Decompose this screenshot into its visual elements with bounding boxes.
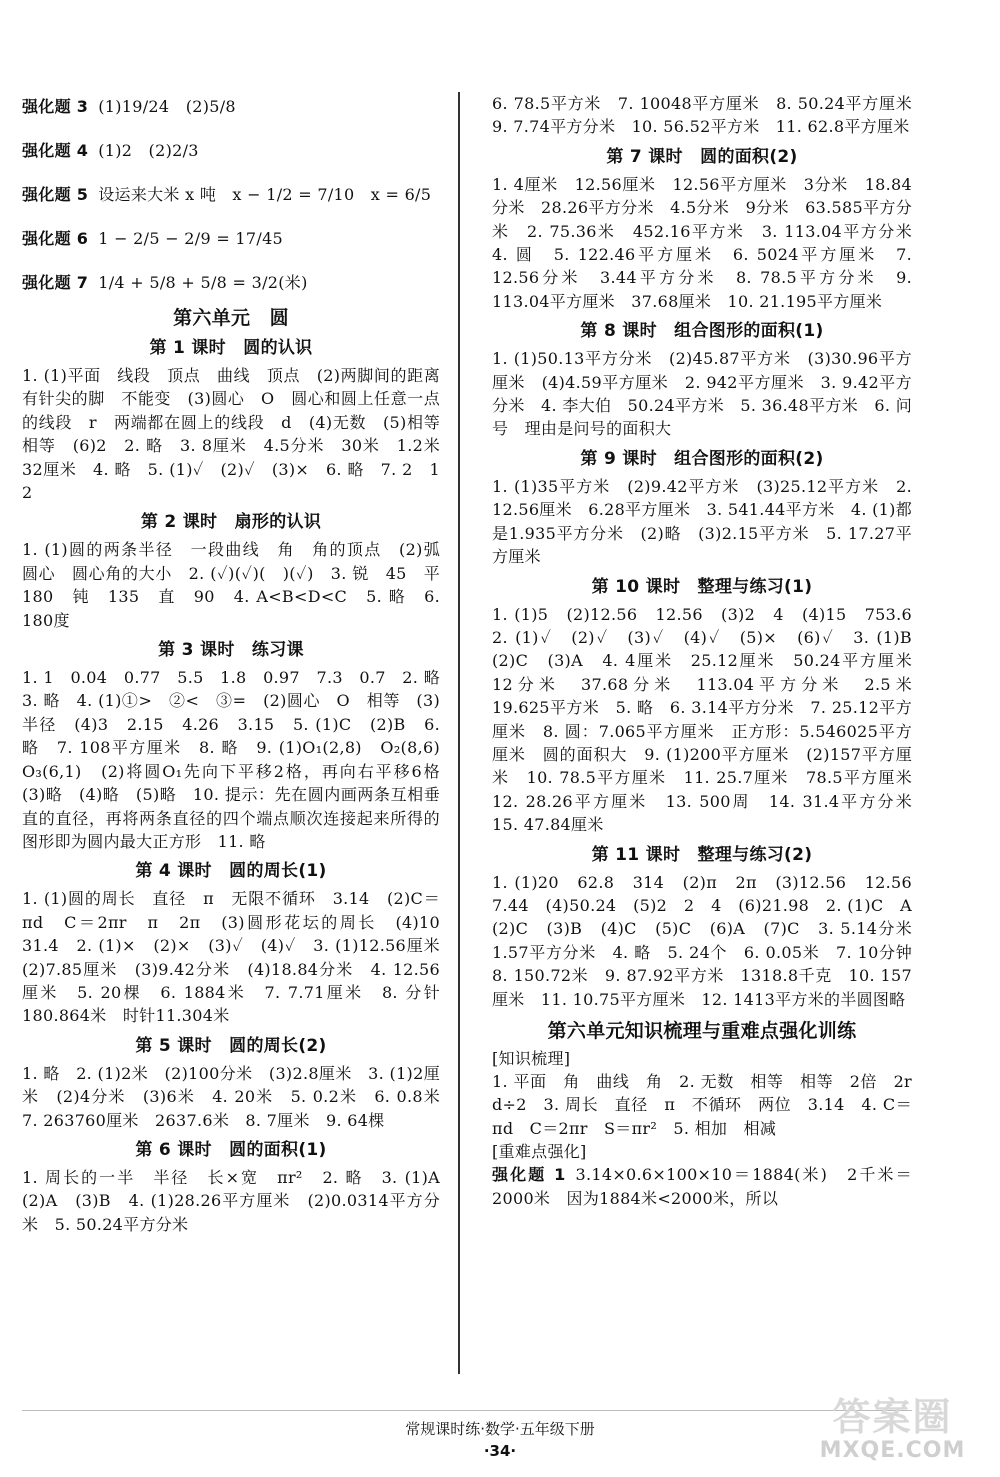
lesson-answers: 1. (1)圆的周长 直径 π 无限不循环 3.14 (2)C＝πd C＝2πr π 2π (3)圆形花坛的周长 (4)10 31.4 2. (1)× (2)× (3)✓ (4)✓ 3. (1)12.56厘米 (2)7.85厘米 (3)9.42分米 (4)18.84分米 4. 12.56厘米 5. 20棵 6. 1884米 7. 7.71厘米 8. 分针180.864米 时针11.304米 (22, 889, 457, 1026)
lesson-answers: 1. 略 2. (1)2米 (2)100分米 (3)2.8厘米 3. (1)2厘米 (2)4分米 (3)6米 4. 20米 5. 0.2米 6. 0.8米 7. 263760厘米 2637.6米 8. 7厘米 9. 64棵 (22, 1063, 457, 1130)
lesson-title: 第 4 课时 圆的周长(1) (135, 861, 327, 882)
lesson-answers: 1. (1)平面 线段 顶点 曲线 顶点 (2)两脚间的距离 有针尖的脚 不能变 (3)圆心 O 圆心和圆上任意一点的线段 r 两端都在圆上的线段 d (4)无数 (5)相等 相等 (6)2 2. 略 3. 8厘米 4.5分米 30米 1.2米 32厘米 4. 略 5. (1)✓ (2)✓ (3)× 6. 略 7. 2 1 2 (22, 366, 457, 503)
column-divider (458, 92, 460, 1374)
summary-title: 第六单元知识梳理与重难点强化训练 (547, 1020, 857, 1042)
question-label: 强化题 5 (22, 185, 89, 204)
knowledge-answers: 1. 平面 角 曲线 角 2. 无数 相等 相等 2倍 2r d÷2 3. 周长 直径 π 不循环 两位 3.14 4. C＝πd C＝2πr S＝πr² 5. 相加 相减 (492, 1072, 929, 1138)
question-label: 强化题 3 (22, 97, 89, 116)
lesson-answers: 1. 4厘米 12.56厘米 12.56平方厘米 3分米 18.84分米 28.26平方分米 4.5分米 9分米 63.585平方分米 2. 75.36米 452.16平方米 3. 113.04平方分米 4. 圆 5. 122.46平方厘米 6. 5024平方厘米 7. 12.56分米 3.44平方分米 8. 78.5平方分米 9. 113.04平方厘米 37.68厘米 10. 21.195平方厘米 (492, 174, 929, 311)
lesson-title: 第 11 课时 整理与练习(2) (591, 844, 813, 865)
key-points-answers (492, 1163, 912, 1210)
question-answer: (1)19/24 (2)5/8 (98, 97, 236, 116)
question-label: 强化题 4 (22, 141, 89, 160)
question-answer: 1/4 + 5/8 + 5/8 = 3/2(米) (98, 273, 308, 292)
lesson-answers: 1. (1)50.13平方分米 (2)45.87平方米 (3)30.96平方厘米 (4)4.59平方厘米 2. 942平方厘米 3. 9.42平方分米 4. 李大伯 50.24平方米 5. 36.48平方米 6. 问号 理由是问号的面积大 (492, 349, 912, 439)
key-points-tag: [重难点强化] (492, 1142, 587, 1162)
question-answer: 设运来大米 x 吨 x − 1/2 = 7/10 x = 6/5 (98, 185, 432, 204)
lesson-title: 第 9 课时 组合图形的面积(2) (580, 448, 824, 469)
lesson-answers: 1. (1)35平方米 (2)9.42平方米 (3)25.12平方米 2. 12.56厘米 6.28平方厘米 3. 541.44平方米 4. (1)都是1.935平方分米 (2)略 (3)2.15平方米 5. 17.27平方厘米 (492, 476, 912, 567)
lesson-title: 第 2 课时 扇形的认识 (140, 512, 322, 533)
question-label: 强化题 7 (22, 273, 89, 292)
lesson-title: 第 6 课时 圆的面积(1) (135, 1139, 327, 1160)
left-column (22, 92, 457, 1377)
lesson-answers: 1. 周长的一半 半径 长×宽 πr² 2. 略 3. (1)A (2)A (3)B 4. (1)28.26平方厘米 (2)0.0314平方分米 5. 50.24平方分米 (22, 1167, 457, 1234)
question-answer: 3.14×0.6×100×10＝1884(米) 2千米＝2000米 因为1884米<2000米，所以 (492, 1165, 912, 1208)
lesson-title: 第 7 课时 圆的面积(2) (606, 146, 798, 167)
right-column (492, 92, 929, 1377)
question-label: 强化题 1 (492, 1165, 566, 1185)
question-answer: (1)2 (2)2/3 (98, 141, 199, 160)
lesson-title: 第 8 课时 组合图形的面积(1) (580, 321, 824, 342)
lesson-title: 第 1 课时 圆的认识 (149, 338, 313, 358)
question-label: 强化题 6 (22, 229, 89, 248)
strengthen-4 (22, 136, 440, 166)
continued-answers: 6. 78.5平方米 7. 10048平方厘米 8. 50.24平方厘米 9. 7.74平方分米 10. 56.52平方米 11. 62.8平方厘米 (492, 94, 929, 137)
strengthen-3 (22, 92, 440, 122)
knowledge-tag: [知识梳理] (492, 1049, 571, 1068)
question-answer: 1 − 2/5 − 2/9 = 17/45 (98, 229, 284, 248)
lesson-title: 第 10 课时 整理与练习(1) (591, 576, 813, 597)
footer-book-title: 常规课时练·数学·五年级下册 (405, 1420, 595, 1438)
lesson-answers: 1. (1)圆的两条半径 一段曲线 角 角的顶点 (2)弧 圆心 圆心角的大小 2. (✓)(✓)( )(✓) 3. 锐 45 平 180 钝 135 直 90 4. A<B<D<C 5. 略 6. 180度 (22, 540, 457, 630)
footer-rule (22, 1410, 912, 1411)
strengthen-5 (22, 180, 440, 210)
strengthen-6 (22, 224, 440, 254)
lesson-answers: 1. 1 0.04 0.77 5.5 1.8 0.97 7.3 0.7 2. 略 3. 略 4. (1)①> ②< ③= (2)圆心 O 相等 (3)半径 (4)3 2.15 4.26 3.15 5. (1)C (2)B 6. 略 7. 108平方厘米 8. 略 9. (1)O₁(2,8) O₂(8,6) O₃(6,1) (2)将圆O₁先向下平移2格，再向右平移6格 (3)略 (4)略 (5)略 10. 提示：先在圆内画两条互相垂直的直径，再将两条直径的四个端点顺次连接起来所得的图形即为圆内最大正方形 11. 略 (22, 668, 457, 851)
lesson-title: 第 5 课时 圆的周长(2) (135, 1035, 327, 1056)
lesson-title: 第 3 课时 练习课 (158, 640, 304, 661)
watermark-url: MXQE.COM (819, 1438, 966, 1463)
watermark-text: 答案圈 (832, 1395, 953, 1439)
lesson-answers: 1. (1)20 62.8 314 (2)π 2π (3)12.56 12.56 7.44 (4)50.24 (5)2 2 4 (6)21.98 2. (1)C A (2)C (3)B (4)C (5)C (6)A (7)C 3. 5.14分米 1.57平方分米 4. 略 5. 24个 6. 0.05米 7. 10分钟 8. 150.72米 9. 87.92平方米 1318.8千克 10. 157厘米 11. 10.75平方厘米 12. 1413平方米的半圆图略 (492, 872, 929, 1009)
lesson-answers: 1. (1)5 (2)12.56 12.56 (3)2 4 (4)15 753.6 2. (1)✓ (2)✓ (3)✓ (4)✓ (5)× (6)✓ 3. (1)B (2)C (3)A 4. 4厘米 25.12厘米 50.24平方厘米 12分米 37.68分米 113.04平方分米 2.5米 19.625平方米 5. 略 6. 3.14平方分米 7. 25.12平方厘米 8. 圆：7.065平方厘米 正方形：5.546025平方厘米 圆的面积大 9. (1)200平方厘米 (2)157平方厘米 10. 78.5平方厘米 11. 25.7厘米 78.5平方厘米 12. 28.26平方厘米 13. 500周 14. 31.4平方分米 15. 47.84厘米 (492, 604, 929, 835)
strengthen-7 (22, 268, 440, 298)
watermark-logo (800, 1380, 985, 1472)
unit-title: 第六单元 圆 (173, 307, 289, 329)
page-number: ·34· (483, 1442, 517, 1460)
